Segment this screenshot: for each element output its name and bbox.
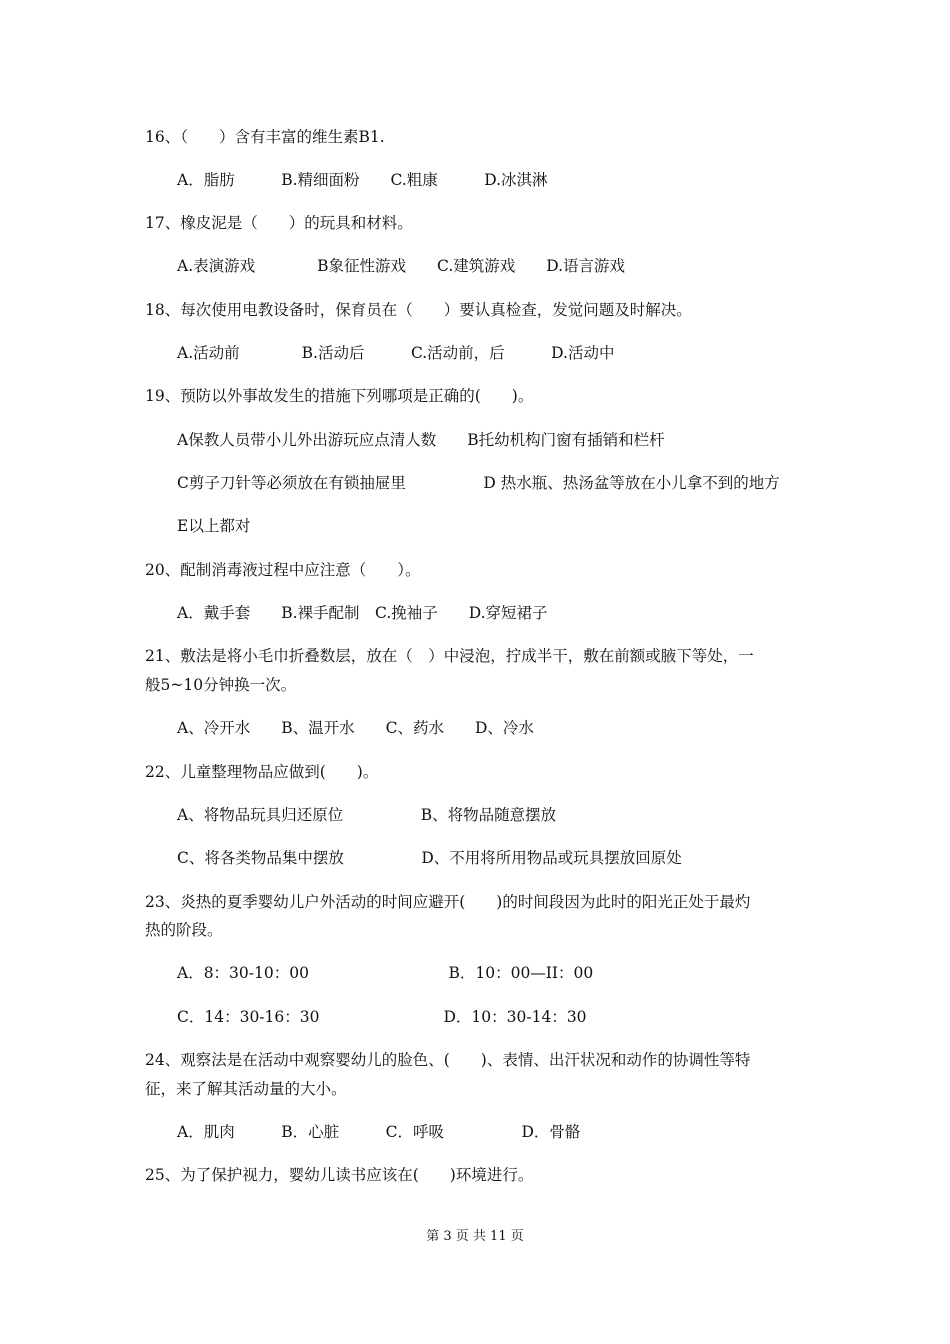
question-16: 16、（ ）含有丰富的维生素B1. [145,128,385,146]
question-22-option-ab: A、将物品玩具归还原位 B、将物品随意摆放 [177,806,557,824]
question-22-option-cd: C、将各类物品集中摆放 D、不用将所用物品或玩具摆放回原处 [177,849,682,867]
question-23-continued: 热的阶段。 [145,921,223,939]
question-21-options: A、冷开水 B、温开水 C、药水 D、冷水 [177,719,534,737]
question-19-option-cd: C剪子刀针等必须放在有锁抽屉里 D 热水瓶、热汤盆等放在小儿拿不到的地方 [177,474,780,492]
page-footer: 第 3 页 共 11 页 [426,1229,524,1244]
question-24: 24、观察法是在活动中观察婴幼儿的脸色、( )、表情、出汗状况和动作的协调性等特 [145,1051,751,1069]
question-17-options: A.表演游戏 B象征性游戏 C.建筑游戏 D.语言游戏 [177,257,626,275]
question-21-continued: 般5~10分钟换一次。 [145,676,297,694]
question-16-options: A．脂肪 B.精细面粉 C.粗康 D.冰淇淋 [177,171,548,189]
question-23-option-ab: A．8：30-10：00 B．10：00—II：00 [177,964,594,982]
question-22: 22、儿童整理物品应做到( )。 [145,763,379,781]
question-20-options: A．戴手套 B.裸手配制 C.挽袖子 D.穿短裙子 [177,604,548,622]
question-24-continued: 征，来了解其活动量的大小。 [145,1080,347,1098]
question-19-option-e: E以上都对 [177,517,251,535]
question-21: 21、敷法是将小毛巾折叠数层，放在（ ）中浸泡，拧成半干，敷在前额或腋下等处，一 [145,647,754,665]
question-19: 19、预防以外事故发生的措施下列哪项是正确的( )。 [145,387,534,405]
question-18: 18、每次使用电教设备时，保育员在（ ）要认真检查，发觉问题及时解决。 [145,301,692,319]
question-25: 25、为了保护视力，婴幼儿读书应该在( )环境进行。 [145,1166,534,1184]
question-19-option-ab: A保教人员带小儿外出游玩应点清人数 B托幼机构门窗有插销和栏杆 [177,431,665,449]
question-18-options: A.活动前 B.活动后 C.活动前，后 D.活动中 [177,344,615,362]
question-23: 23、炎热的夏季婴幼儿户外活动的时间应避开( )的时间段因为此时的阳光正处于最灼 [145,893,751,911]
question-23-option-cd: C．14：30-16：30 D．10：30-14：30 [177,1008,587,1026]
question-17: 17、橡皮泥是（ ）的玩具和材料。 [145,214,413,232]
question-24-options: A．肌肉 B．心脏 C．呼吸 D．骨骼 [177,1123,581,1141]
question-20: 20、配制消毒液过程中应注意（ ）。 [145,561,421,579]
